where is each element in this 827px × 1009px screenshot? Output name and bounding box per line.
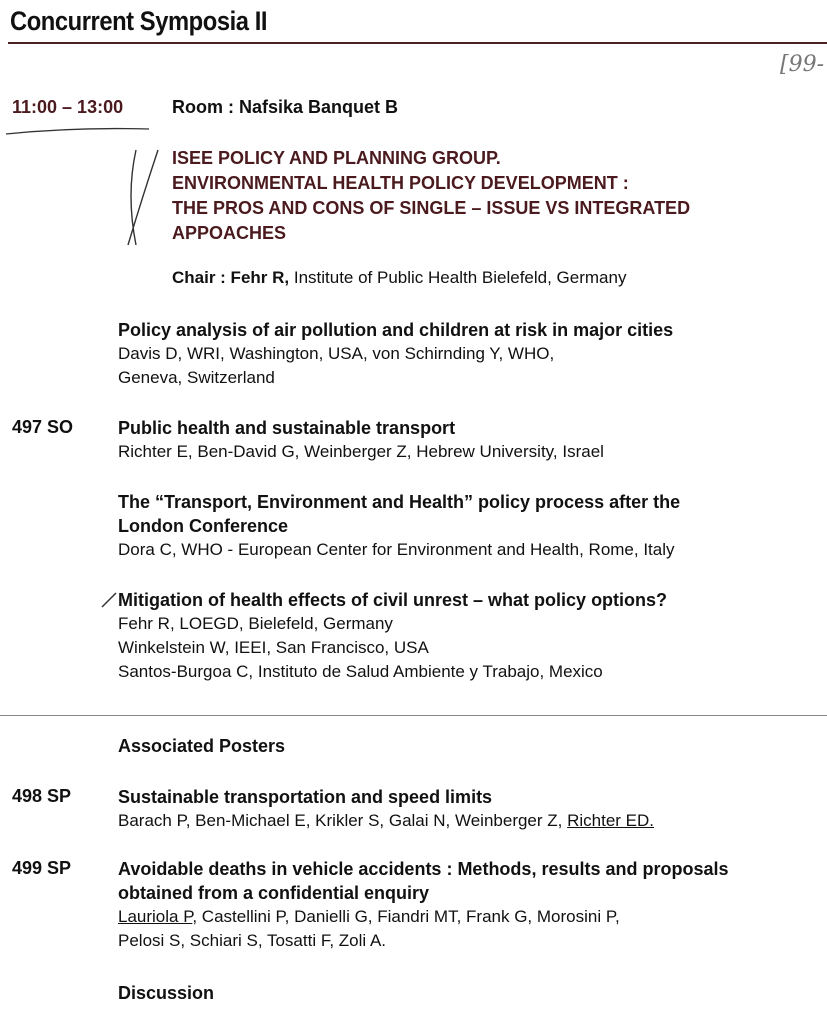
talk-title: Mitigation of health effects of civil unrest – what policy options? xyxy=(118,590,668,610)
talk-title: The “Transport, Environment and Health” policy process after the xyxy=(118,492,681,512)
chair-label: Chair : Fehr R, xyxy=(172,268,290,287)
session-title-line: THE PROS AND CONS OF SINGLE – ISSUE VS INTEGRATED xyxy=(172,198,691,218)
talk-authors: Winkelstein W, IEEI, San Francisco, USA xyxy=(118,638,429,657)
talk-authors: Dora C, WHO - European Center for Environment and Health, Rome, Italy xyxy=(118,540,675,559)
talk-item xyxy=(118,588,667,684)
chair-affiliation: Institute of Public Health Bielefeld, Germany xyxy=(289,268,627,287)
poster-code: 498 SP xyxy=(12,786,72,806)
talk-authors: Santos-Burgoa C, Instituto de Salud Ambiente y Trabajo, Mexico xyxy=(118,662,603,681)
talk-item xyxy=(118,490,680,562)
poster-authors-text: Barach P, Ben-Michael E, Krikler S, Galai N, Weinberger Z, xyxy=(118,811,568,830)
poster-authors xyxy=(118,809,654,833)
talk-item xyxy=(118,416,604,464)
session-title-line: APPOACHES xyxy=(172,223,287,243)
poster-title: Sustainable transportation and speed limits xyxy=(118,787,493,807)
posters-heading xyxy=(118,734,285,758)
session-room: Room : Nafsika Banquet B xyxy=(172,97,399,117)
page-title: Concurrent Symposia II xyxy=(10,6,268,36)
presenting-author: Richter ED. xyxy=(567,811,655,830)
talk-authors: Davis D, WRI, Washington, USA, von Schirnding Y, WHO, xyxy=(118,344,555,363)
session-title-line: ENVIRONMENTAL HEALTH POLICY DEVELOPMENT : xyxy=(172,173,629,193)
presenting-author: Lauriola P xyxy=(118,907,193,926)
handwritten-underline-mark xyxy=(4,124,154,136)
poster-item xyxy=(118,857,729,953)
talk-authors: Fehr R, LOEGD, Bielefeld, Germany xyxy=(118,614,393,633)
session-title-line: ISEE POLICY AND PLANNING GROUP. xyxy=(172,148,501,168)
handwritten-x-mark xyxy=(118,145,168,250)
session-time: 11:00 – 13:00 xyxy=(12,97,124,117)
talk-code: 497 SO xyxy=(12,417,74,437)
poster-authors xyxy=(118,905,729,929)
talk-title: Public health and sustainable transport xyxy=(118,418,456,438)
poster-authors-text: , Castellini P, Danielli G, Fiandri MT, Frank G, Morosini P, xyxy=(192,907,620,926)
discussion-heading xyxy=(118,981,214,1005)
poster-item xyxy=(118,785,654,833)
poster-title: Avoidable deaths in vehicle accidents : Methods, results and proposals xyxy=(118,859,729,879)
handwritten-note: [99- xyxy=(780,52,825,77)
session-title xyxy=(172,146,690,246)
title-divider xyxy=(8,42,827,44)
handwritten-slash-mark xyxy=(100,590,120,610)
poster-authors: Pelosi S, Schiari S, Tosatti F, Zoli A. xyxy=(118,931,387,950)
talk-authors: Richter E, Ben-David G, Weinberger Z, Hebrew University, Israel xyxy=(118,442,604,461)
talk-item xyxy=(118,318,673,390)
discussion-text: Discussion xyxy=(118,983,215,1003)
poster-code: 499 SP xyxy=(12,858,72,878)
talk-title: Policy analysis of air pollution and children at risk in major cities xyxy=(118,320,674,340)
poster-title: obtained from a confidential enquiry xyxy=(118,883,430,903)
posters-heading-text: Associated Posters xyxy=(118,736,286,756)
talk-title: London Conference xyxy=(118,516,288,536)
session-chair xyxy=(172,268,626,288)
section-divider xyxy=(0,715,827,716)
talk-authors: Geneva, Switzerland xyxy=(118,368,275,387)
